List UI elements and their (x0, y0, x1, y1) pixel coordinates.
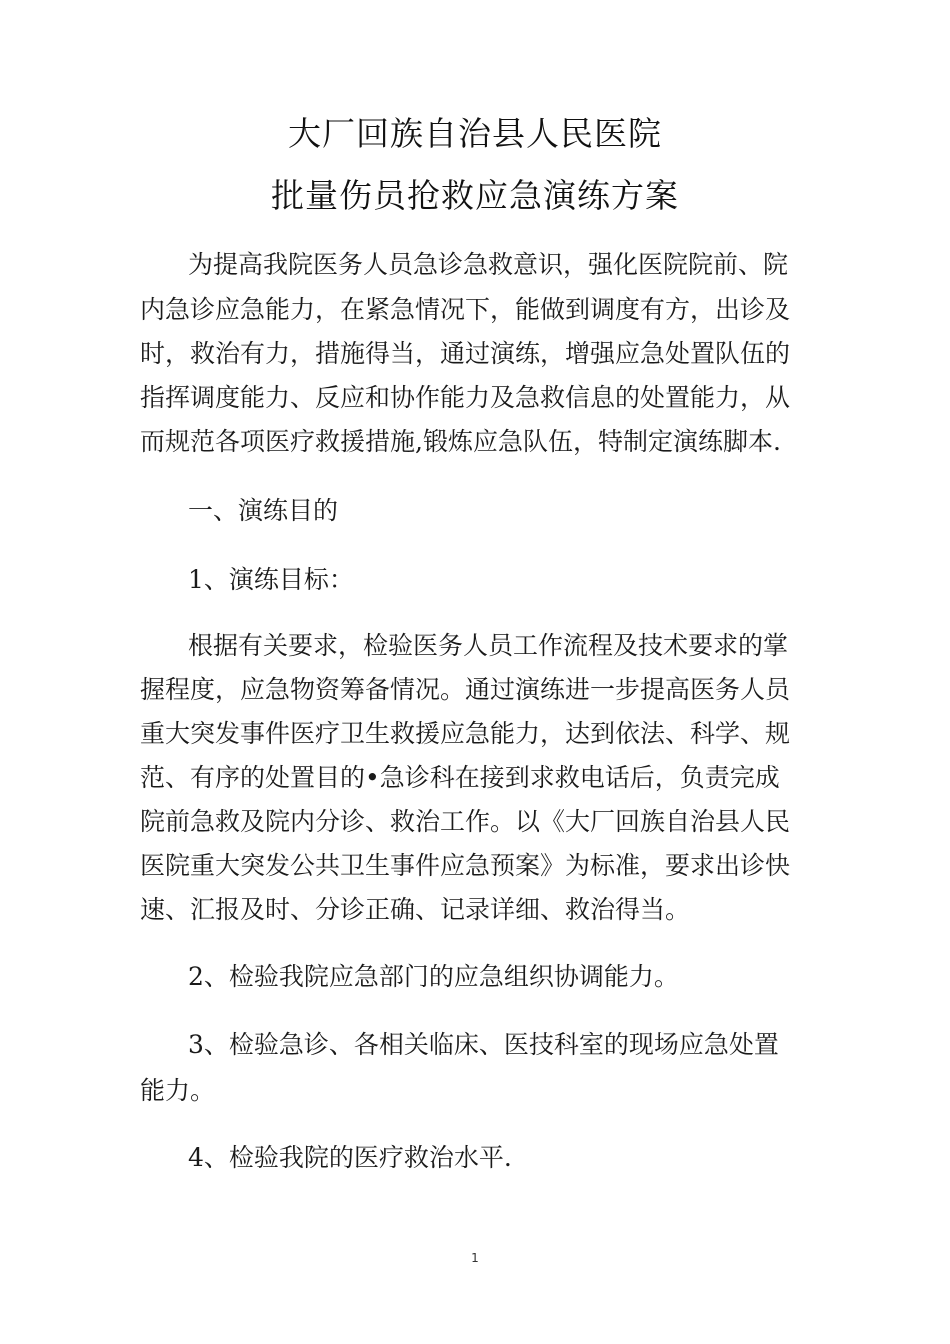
intro-line: 时，救治有力，措施得当，通过演练，增强应急处置队伍的 (140, 339, 791, 368)
item-3-line: 3、检验急诊、各相关临床、医技科室的现场应急处置 (188, 1030, 779, 1059)
item-1-line: 医院重大突发公共卫生事件应急预案》为标准，要求出诊快 (140, 851, 791, 880)
item-4: 4、检验我院的医疗救治水平. (188, 1143, 512, 1172)
intro-line: 为提高我院医务人员急诊急救意识，强化医院院前、院 (188, 250, 789, 279)
item-1-heading: 1、演练目标： (188, 565, 354, 594)
document-title-line-2: 批量伤员抢救应急演练方案 (271, 176, 679, 215)
item-3-line: 能力。 (140, 1076, 216, 1105)
item-1-line: 范、有序的处置目的•急诊科在接到求救电话后，负责完成 (140, 763, 780, 792)
page-number: 1 (471, 1251, 479, 1265)
intro-line: 内急诊应急能力，在紧急情况下，能做到调度有方，出诊及 (140, 295, 791, 324)
item-1-line: 根据有关要求，检验医务人员工作流程及技术要求的掌 (188, 631, 789, 660)
item-1-line: 重大突发事件医疗卫生救援应急能力，达到依法、科学、规 (140, 719, 791, 748)
intro-line: 而规范各项医疗救援措施,锻炼应急队伍，特制定演练脚本. (140, 427, 781, 456)
section-1-heading: 一、演练目的 (188, 496, 339, 525)
item-1-line: 院前急救及院内分诊、救治工作。以《大厂回族自治县人民 (140, 807, 791, 836)
item-1-line: 速、汇报及时、分诊正确、记录详细、救治得当。 (140, 895, 691, 924)
intro-line: 指挥调度能力、反应和协作能力及急救信息的处置能力，从 (140, 383, 791, 412)
item-2: 2、检验我院应急部门的应急组织协调能力。 (188, 962, 679, 991)
item-1-line: 握程度，应急物资筹备情况。通过演练进一步提高医务人员 (140, 675, 791, 704)
document-title-line-1: 大厂回族自治县人民医院 (288, 114, 662, 153)
